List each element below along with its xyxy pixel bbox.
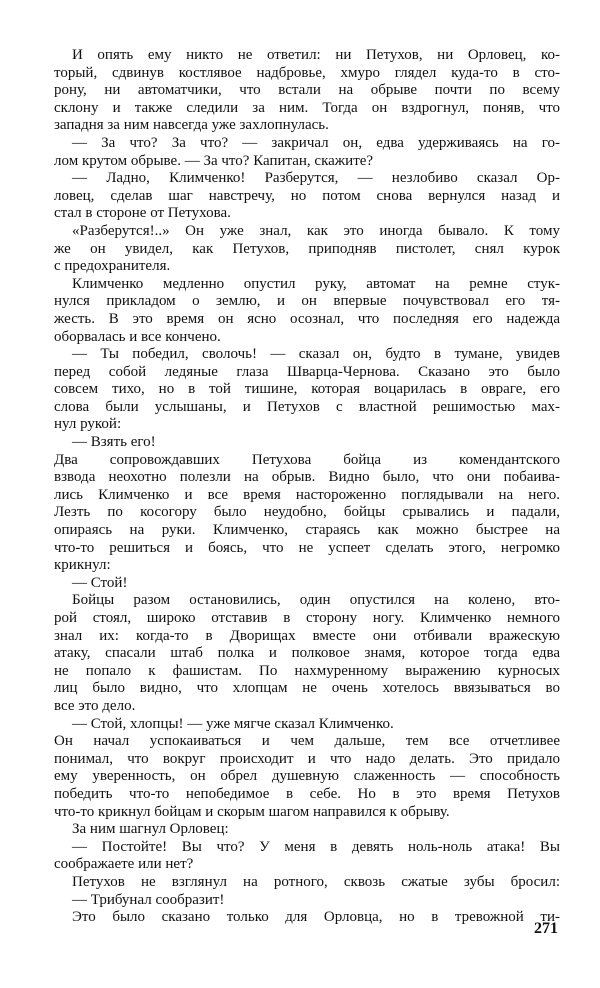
text-line: Бойцы разом остановились, один опустился на колено, вто- [72,592,560,609]
text-line: — За что? За что? — закричал он, едва удерживаясь на го- [72,134,560,151]
text-line: Два сопровождавших Петухова бойца из комендантского [54,451,560,468]
text-line: ему уверенность, он обрел душевную слаженность — способность [54,768,560,785]
text-line: западня за ним навсегда уже захлопнулась. [54,117,329,134]
text-line: лиц было видно, что хлопцам не очень хотелось ввязываться во [54,680,560,697]
text-line: с предохранителя. [54,258,171,275]
book-page-text [54,47,560,927]
text-line: — Постойте! Вы что? У меня в девять ноль-ноль атака! Вы [72,838,560,855]
text-line: склону и также следили за ним. Тогда он вздрогнул, поняв, что [54,99,560,116]
text-line: же он увидел, как Петухов, приподняв пистолет, снял курок [54,240,560,257]
text-line: — Взять его! [72,434,156,451]
text-line: все это дело. [54,697,136,714]
text-line: взвода неохотно полезли на обрыв. Видно было, что они побаива- [54,469,560,486]
text-line: «Разберутся!..» Он уже знал, как это иногда бывало. К тому [72,222,560,239]
page-number: 271 [534,920,558,937]
text-line: рону, ни автоматчики, что встали на обрыве почти по всему [54,82,560,99]
text-line: Петухов не взглянул на ротного, сквозь сжатые зубы бросил: [72,873,560,890]
text-line: И опять ему никто не ответил: ни Петухов, ни Орловец, ко- [72,47,560,63]
text-line: За ним шагнул Орловец: [72,821,229,838]
text-line: слова были услышаны, и Петухов с властной решимостью мах- [54,398,560,415]
text-line: ловец, сделав шаг навстречу, но потом снова вернулся назад и [54,187,560,204]
text-line: что-то решиться и боясь, что не успеет сделать этого, негромко [54,539,560,556]
text-line: Он начал успокаиваться и чем дальше, тем все отчетливее [54,733,560,750]
text-line: понимал, что вокруг происходит и что надо делать. Это придало [54,750,560,767]
text-line: торый, сдвинув костлявое надбровье, хмуро глядел куда-то в сто- [54,64,560,81]
text-line: — Стой! [72,574,128,591]
text-line: перед собой ледяные глаза Шварца-Чернова. Сказано это было [54,363,560,380]
text-line: нул рукой: [54,416,122,433]
text-line: Это было сказано только для Орловца, но в тревожной ти- [72,909,560,926]
text-line: — Ты победил, сволочь! — сказал он, будто в тумане, увидев [72,346,560,363]
text-line: крикнул: [54,557,111,574]
text-line: нулся прикладом о землю, и он впервые почувствовал его тя- [54,293,560,310]
text-line: знал их: когда-то в Дворищах вместе они отбивали вражескую [54,627,560,644]
text-line: рой стоял, широко отставив в сторону ногу. Климченко немного [54,610,560,626]
text-line: Климченко медленно опустил руку, автомат на ремне стук- [72,275,560,292]
text-line: не попало к фашистам. По нахмуренному выражению курносых [54,662,560,679]
text-line: оборвалась и все кончено. [54,328,221,345]
text-line: лись Климченко и все время настороженно поглядывали на него. [54,486,560,503]
text-line: совсем тихо, но в той тишине, которая воцарилась в овраге, его [54,381,560,398]
text-line: опираясь на руки. Климченко, стараясь как можно быстрее на [54,522,560,539]
text-line: — Стой, хлопцы! — уже мягче сказал Климченко. [72,715,394,732]
text-line: атаку, спасали штаб полка и полковое знамя, которое тогда едва [54,645,560,662]
text-line: победить что-то непобедимое в себе. Но в это время Петухов [54,785,560,802]
text-line: жесть. В это время он ясно осознал, что последняя его надежда [54,310,560,327]
text-line: — Трибунал сообразит! [72,891,225,908]
text-line: — Ладно, Климченко! Разберутся, — незлобиво сказал Ор- [72,170,560,187]
text-line: Лезть по косогору было неудобно, бойцы срывались и падали, [54,504,560,521]
text-line: соображаете или нет? [54,856,194,873]
text-line: лом крутом обрыве. — За что? Капитан, скажите? [54,152,374,169]
text-line: стал в стороне от Петухова. [54,205,231,222]
text-line: что-то крикнул бойцам и скорым шагом направился к обрыву. [54,803,450,820]
